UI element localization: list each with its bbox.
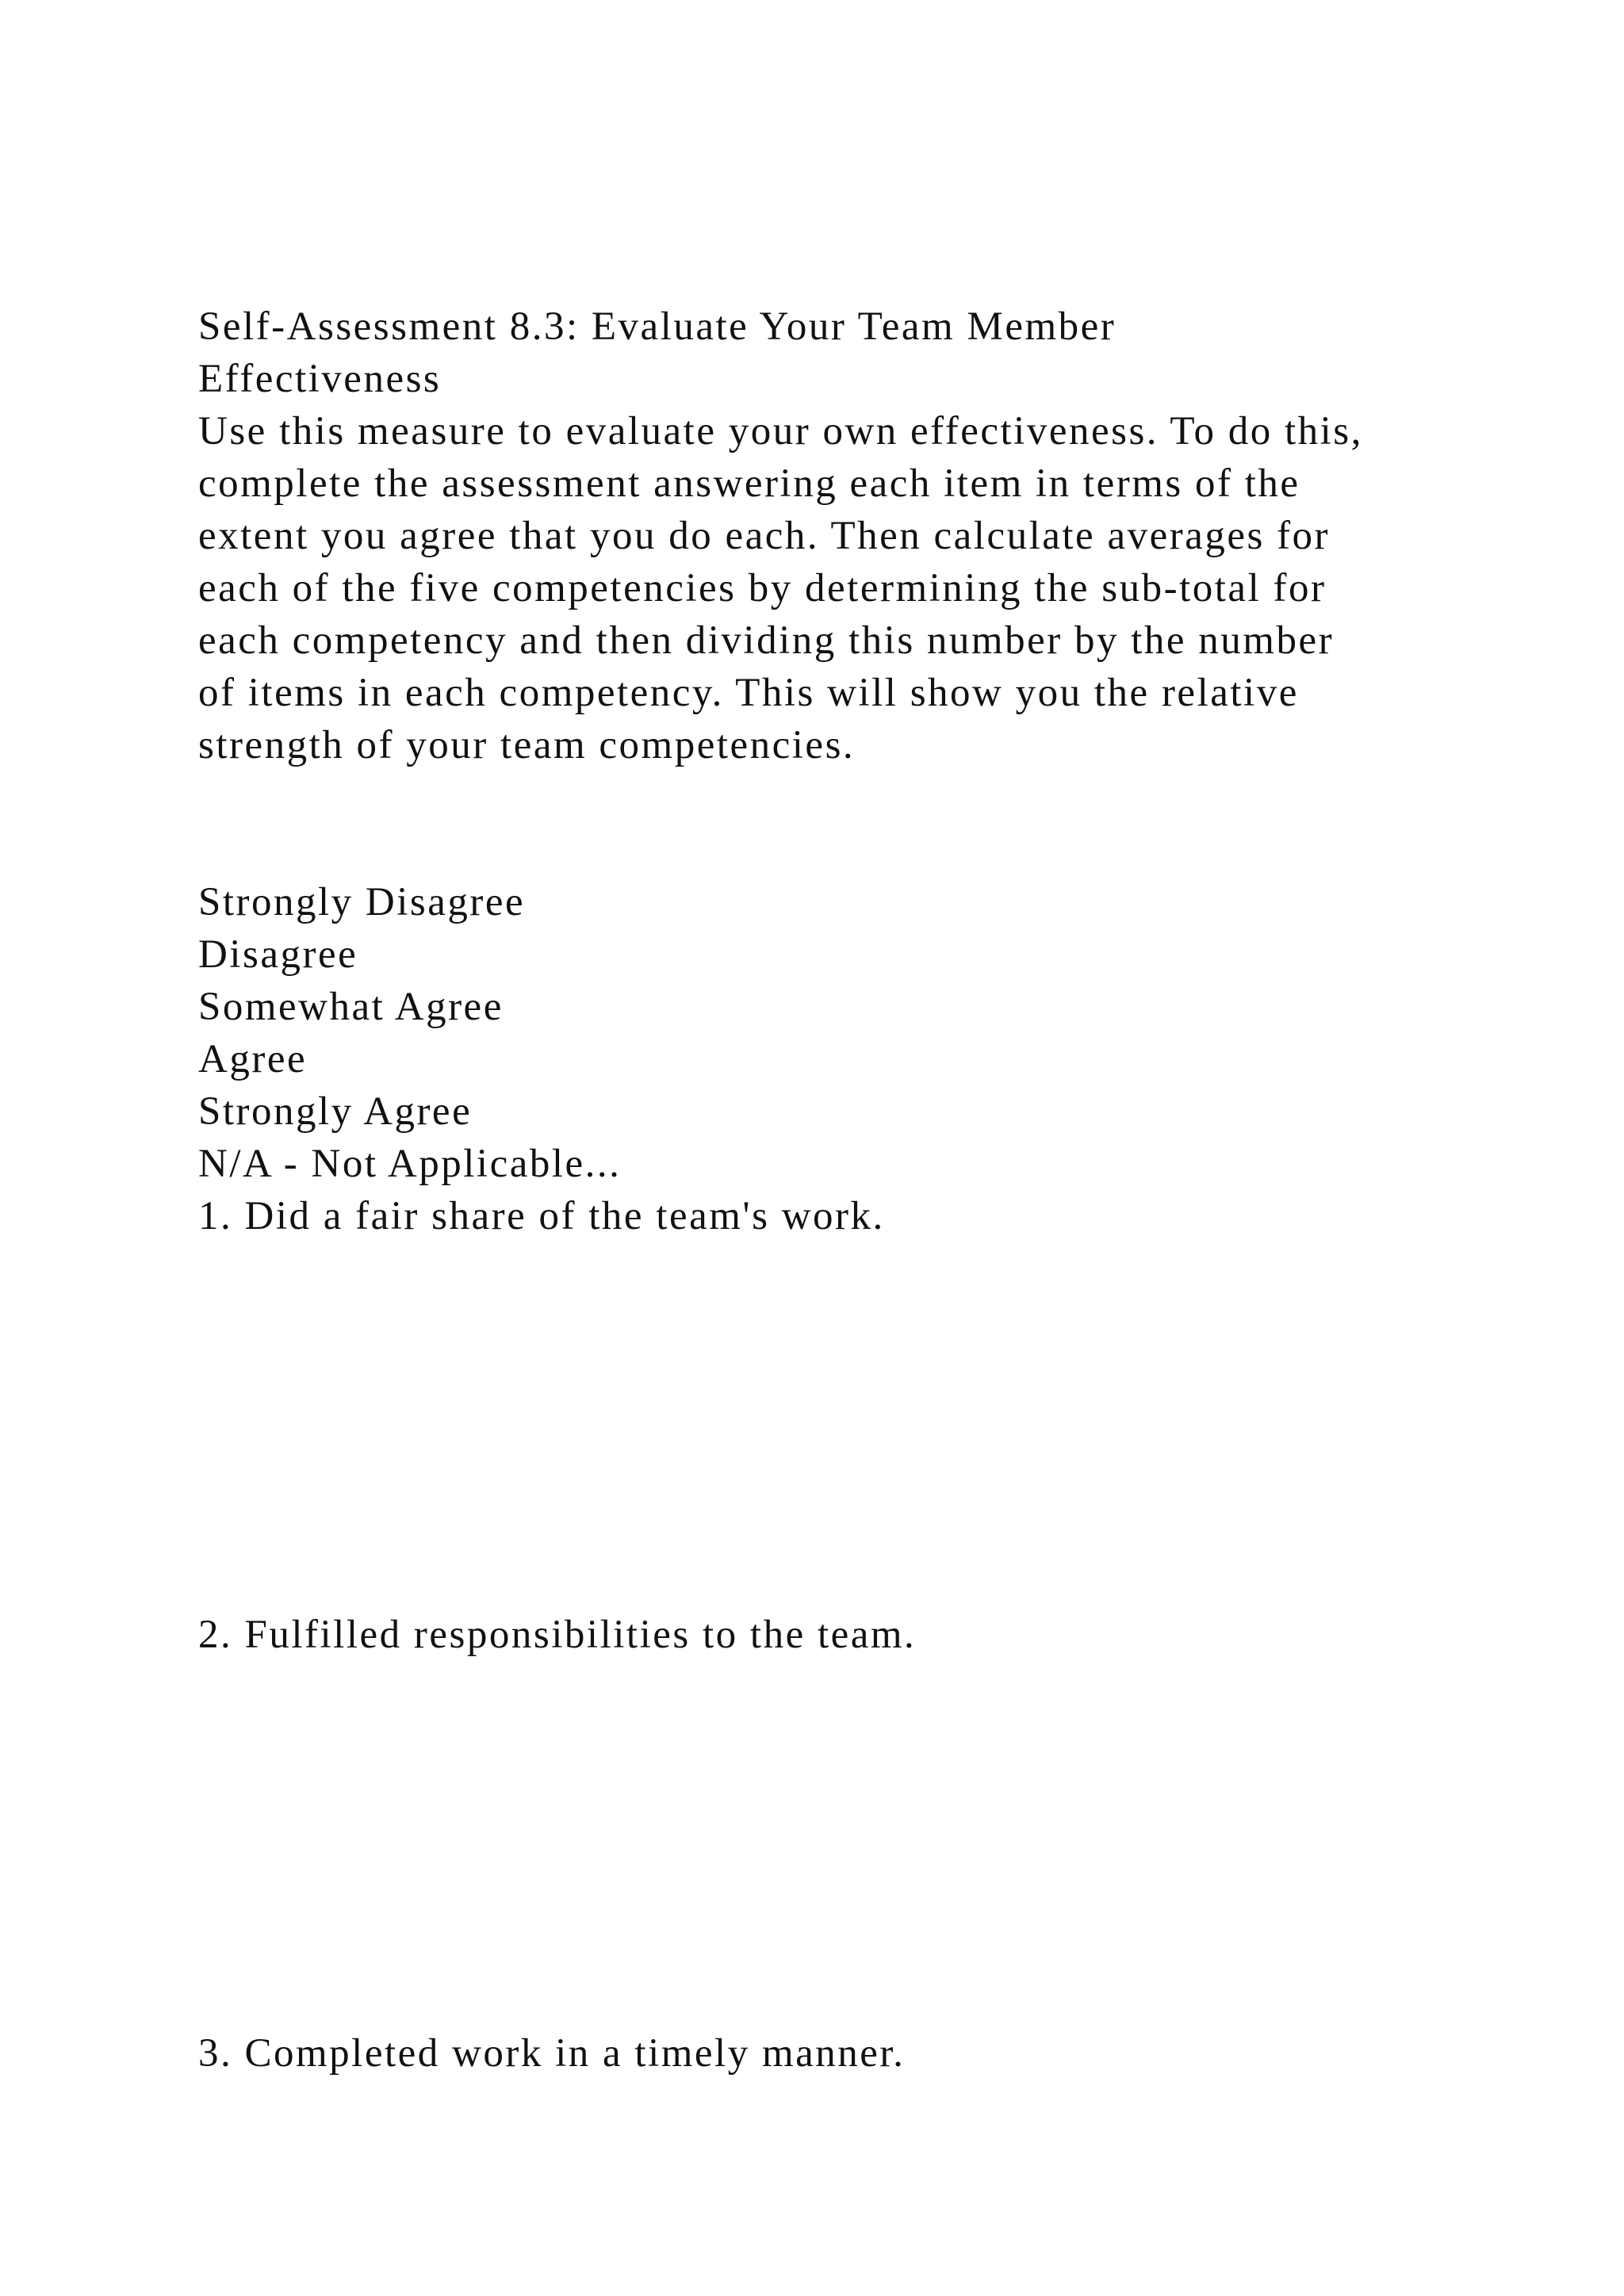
- scale-option-not-applicable: N/A - Not Applicable...: [198, 1142, 622, 1186]
- intro-line-3: extent you agree that you do each. Then calculate averages for: [198, 514, 1331, 558]
- scale-option-agree: Agree: [198, 1037, 308, 1081]
- assessment-item-2: 2. Fulfilled responsibilities to the team.: [198, 1613, 917, 1657]
- assessment-item-3: 3. Completed work in a timely manner.: [198, 2031, 906, 2076]
- intro-line-7: strength of your team competencies.: [198, 723, 856, 767]
- scale-option-somewhat-agree: Somewhat Agree: [198, 985, 504, 1029]
- intro-line-5: each competency and then dividing this number by the number: [198, 618, 1335, 663]
- document-title-line-2: Effectiveness: [198, 357, 442, 401]
- intro-line-4: each of the five competencies by determining the sub-total for: [198, 566, 1327, 610]
- scale-option-strongly-agree: Strongly Agree: [198, 1089, 473, 1134]
- intro-line-2: complete the assessment answering each item in terms of the: [198, 461, 1300, 506]
- assessment-item-1: 1. Did a fair share of the team's work.: [198, 1194, 885, 1238]
- intro-line-6: of items in each competency. This will show you the relative: [198, 671, 1299, 715]
- scale-option-strongly-disagree: Strongly Disagree: [198, 880, 526, 924]
- document-title-line-1: Self-Assessment 8.3: Evaluate Your Team Member: [198, 304, 1116, 349]
- scale-option-disagree: Disagree: [198, 932, 358, 977]
- intro-line-1: Use this measure to evaluate your own effectiveness. To do this,: [198, 409, 1363, 453]
